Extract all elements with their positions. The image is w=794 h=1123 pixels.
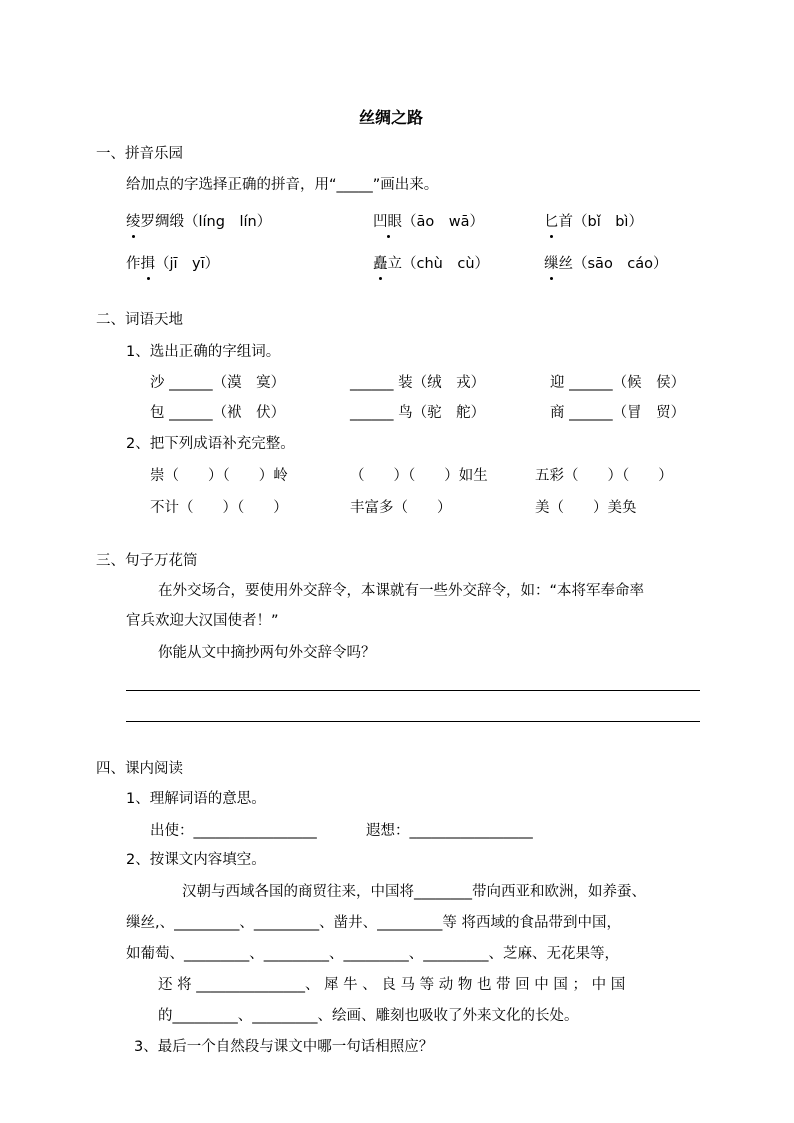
pinyin-item-5: 矗立（chù cù） (373, 256, 490, 272)
definition-chushi: 出使：_________________ (150, 823, 317, 839)
fill-in-line-1: 汉朝与西域各国的商贸往来，中国将________带向西亚和欧洲，如养蚕、 (182, 884, 646, 900)
word-choice-2: ______ 装（绒 戎） (350, 375, 486, 391)
reading-question-1: 1、理解词语的意思。 (126, 791, 266, 807)
reading-question-3: 3、最后一个自然段与课文中哪一句话相照应？ (134, 1039, 434, 1055)
emphasis-dot (132, 235, 135, 238)
answer-writing-line[interactable] (126, 690, 700, 691)
section-heading-reading: 四、课内阅读 (96, 761, 183, 777)
page-title: 丝绸之路 (359, 108, 424, 127)
emphasis-dot (379, 277, 382, 280)
idiom-4: 不计（ ）（ ） (150, 500, 288, 516)
word-choice-6: 商 ______（冒 贸） (550, 405, 686, 421)
pinyin-item-3: 匕首（bǐ bì） (544, 214, 643, 230)
emphasis-dot (387, 235, 390, 238)
pinyin-item-1: 绫罗绸缎（líng lín） (126, 214, 272, 230)
sentence-question: 你能从文中摘抄两句外交辞令吗？ (158, 645, 376, 661)
word-choice-4: 包 ______（袱 伏） (150, 405, 286, 421)
idiom-3: 五彩（ ）（ ） (535, 468, 673, 484)
reading-question-2: 2、按课文内容填空。 (126, 852, 266, 868)
emphasis-dot (147, 277, 150, 280)
emphasis-dot (550, 277, 553, 280)
pinyin-item-6: 缫丝（sāo cáo） (544, 256, 668, 272)
vocab-question-2: 2、把下列成语补充完整。 (126, 436, 295, 452)
answer-writing-line[interactable] (126, 721, 700, 722)
section-heading-sentences: 三、句子万花筒 (96, 553, 198, 569)
sentence-paragraph-line-1: 在外交场合，要使用外交辞令，本课就有一些外交辞令，如：“本将军奉命率 (158, 583, 645, 599)
emphasis-dot (550, 235, 553, 238)
fill-in-line-3: 如葡萄、_________、_________、_________、_________、芝麻、无花果等， (126, 946, 619, 962)
pinyin-instruction: 给加点的字选择正确的拼音，用“_____”画出来。 (126, 177, 439, 193)
vocab-question-1: 1、选出正确的字组词。 (126, 344, 281, 360)
idiom-5: 丰富多（ ） (350, 500, 452, 516)
pinyin-item-2: 凹眼（āo wā） (373, 214, 485, 230)
section-heading-pinyin: 一、拼音乐园 (96, 146, 183, 162)
fill-in-line-5: 的_________、_________、绘画、雕刻也吸收了外来文化的长处。 (158, 1008, 579, 1024)
idiom-2: （ ）（ ）如生 (350, 468, 488, 484)
pinyin-item-4: 作揖（jī yī） (126, 256, 220, 272)
section-heading-vocab: 二、词语天地 (96, 312, 183, 328)
word-choice-5: ______ 鸟（驼 舵） (350, 405, 486, 421)
sentence-paragraph-line-2: 官兵欢迎大汉国使者！” (126, 613, 279, 629)
fill-in-line-4: 还 将 _______________、 犀 牛 、 良 马 等 动 物 也 带 回 中 国 ； 中 国 (158, 977, 626, 993)
definition-xiaxiang: 遐想：_________________ (366, 823, 533, 839)
word-choice-3: 迎 ______（候 侯） (550, 375, 686, 391)
fill-in-line-2: 缫丝,、_________、_________、凿井、_________等 将西域的食品带到中国， (126, 915, 621, 931)
word-choice-1: 沙 ______（漠 寞） (150, 375, 286, 391)
idiom-1: 崇（ ）（ ）岭 (150, 468, 288, 484)
idiom-6: 美（ ）美奂 (535, 500, 637, 516)
